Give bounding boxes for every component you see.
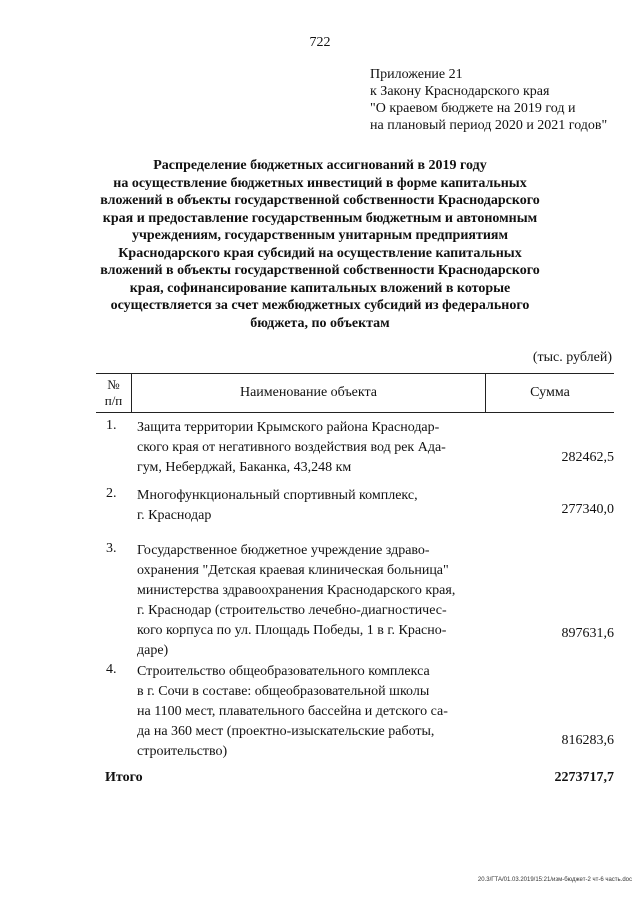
title-line: бюджета, по объектам: [250, 315, 390, 331]
header-number: [96, 374, 132, 412]
appendix-block: [370, 66, 607, 134]
title-line: учреждениям, государственным унитарным предприятиям: [131, 228, 509, 243]
row-sum: 277340,0: [561, 502, 614, 517]
appendix-line: на плановый период 2020 и 2021 годов": [370, 118, 608, 133]
row-name-line: да на 360 мест (проектно-изыскательские работы,: [137, 724, 435, 739]
header-number-sign: №: [107, 377, 120, 392]
row-object-name: [137, 541, 482, 661]
row-sum: 897631,6: [561, 626, 614, 641]
row-name-line: г. Краснодар: [137, 508, 212, 523]
appendix-line: к Закону Краснодарского края: [370, 84, 550, 99]
row-name-line: в г. Сочи в составе: общеобразовательной школы: [137, 684, 430, 699]
title-line: края, софинансирование капитальных вложений в которые: [129, 280, 511, 296]
row-sum: 816283,6: [561, 733, 614, 748]
title-line: Распределение бюджетных ассигнований в 2019 году: [153, 158, 487, 173]
table-row: [96, 662, 614, 762]
row-name-line: г. Краснодар (строительство лечебно-диагностичес-: [137, 603, 447, 618]
appendix-line: "О краевом бюджете на 2019 год и: [370, 101, 576, 116]
row-name-line: министерства здравоохранения Краснодарского края,: [137, 583, 456, 598]
row-name-line: кого корпуса по ул. Площадь Победы, 1 в г. Красно-: [137, 623, 447, 638]
row-name-line: на 1100 мест, плавательного бассейна и детского са-: [137, 704, 448, 719]
row-object-name: [137, 418, 482, 478]
row-number: 4.: [106, 662, 117, 677]
row-sum: 282462,5: [561, 450, 614, 465]
row-name-line: гум, Неберджай, Баканка, 43,248 км: [137, 460, 352, 475]
title-line: вложений в объекты государственной собственности Краснодарского: [100, 263, 540, 278]
title-line: вложений в объекты государственной собственности Краснодарского: [100, 193, 540, 208]
row-name-line: Многофункциональный спортивный комплекс,: [137, 488, 418, 503]
table-row: [96, 486, 614, 526]
row-name-line: ского края от негативного воздействия вод рек Ада-: [137, 440, 446, 455]
row-name-line: Государственное бюджетное учреждение здраво-: [137, 543, 430, 558]
row-number: 1.: [106, 418, 117, 433]
row-name-line: Защита территории Крымского района Краснодар-: [137, 420, 440, 435]
title-line: на осуществление бюджетных инвестиций в форме капитальных: [113, 175, 527, 191]
row-name-line: даре): [137, 643, 169, 658]
row-number: 2.: [106, 486, 117, 501]
title-line: осуществляется за счет межбюджетных субсидий из федерального: [110, 298, 530, 313]
title-line: края и предоставление государственным бюджетным и автономным: [102, 210, 538, 226]
page-number: 722: [309, 35, 331, 50]
table-header: [96, 373, 614, 413]
file-path-footer: 20.3/ГТА/01.03.2019/15:21/изм-бюджет-2 чт-6 часть.doc: [477, 877, 632, 883]
units-note: (тыс. рублей): [532, 350, 612, 365]
total-value: 2273717,7: [554, 770, 614, 785]
row-name-line: строительство): [137, 744, 228, 759]
row-number: 3.: [106, 541, 117, 556]
header-number-abbr: п/п: [104, 393, 123, 408]
header-object-name: Наименование объекта: [132, 374, 486, 412]
row-object-name: [137, 486, 482, 526]
row-name-line: охранения "Детская краевая клиническая больница": [137, 563, 449, 578]
title-line: Краснодарского края субсидий на осуществление капитальных: [118, 245, 522, 261]
table-row: [96, 541, 614, 661]
header-sum: Сумма: [530, 385, 570, 400]
total-label: Итого: [105, 770, 143, 785]
document-title: [100, 157, 540, 332]
row-name-line: Строительство общеобразовательного комплекса: [137, 664, 430, 679]
row-object-name: [137, 662, 482, 762]
table-row: [96, 418, 614, 478]
appendix-line: Приложение 21: [370, 67, 463, 82]
